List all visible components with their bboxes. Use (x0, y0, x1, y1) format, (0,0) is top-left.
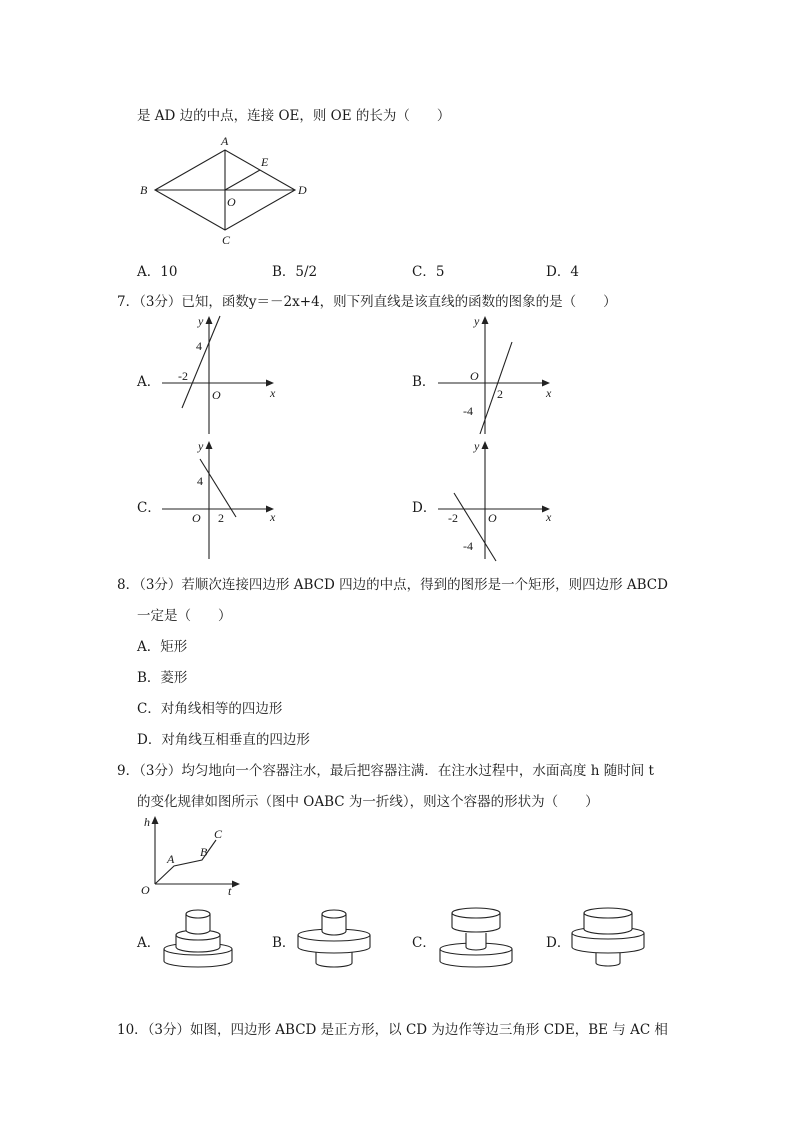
q7a-o: O (212, 388, 221, 402)
q9-c: C (214, 827, 223, 841)
q7d-p1: -2 (448, 511, 458, 525)
q6-option-b[interactable]: B．5/2 (272, 264, 318, 280)
q6-label-a: A (221, 134, 229, 148)
q9-stem-line2: 的变化规律如图所示（图中 OABC 为一折线），则这个容器的形状为（ ） (137, 794, 599, 810)
q6-label-d: D (298, 183, 307, 197)
q7d-o: O (488, 511, 497, 525)
q7c-p1: 4 (197, 474, 203, 488)
q9-t: t (228, 884, 232, 898)
q8-stem-line2: 一定是（ ） (137, 608, 232, 624)
q7c-o: O (192, 511, 201, 525)
q6-label-e: E (261, 155, 269, 169)
q9-option-a-label[interactable]: A． (137, 935, 161, 951)
q6-option-c[interactable]: C．5 (412, 264, 445, 280)
q7b-o: O (470, 369, 479, 383)
q8-option-b[interactable]: B．菱形 (137, 670, 188, 686)
q8-option-d[interactable]: D．对角线互相垂直的四边形 (137, 732, 310, 748)
q7d-x: x (546, 510, 552, 524)
q7b-p1: 2 (497, 387, 503, 401)
q6-label-o: O (227, 195, 236, 209)
q6-label-c: C (222, 233, 231, 247)
q7-option-b-label[interactable]: B． (412, 374, 436, 390)
q9-container-b (294, 905, 374, 971)
q7c-p2: 2 (218, 511, 224, 525)
q7c-y: y (198, 439, 204, 453)
q6-rhombus-figure (135, 132, 315, 250)
q7a-p1: 4 (196, 339, 202, 353)
q9-option-b-label[interactable]: B． (272, 935, 296, 951)
q9-h: h (144, 815, 150, 829)
q9-stem-line1: 9．（3分）均匀地向一个容器注水，最后把容器注满．在注水过程中，水面高度 h 随时间 t (117, 763, 654, 779)
q9-container-a (160, 905, 235, 971)
q7d-y: y (474, 439, 480, 453)
q8-option-c[interactable]: C．对角线相等的四边形 (137, 701, 283, 717)
q9-container-d (568, 905, 648, 971)
q10-stem: 10．（3分）如图，四边形 ABCD 是正方形，以 CD 为边作等边三角形 CDE，BE 与 AC 相 (117, 1022, 668, 1038)
q7b-x: x (546, 386, 552, 400)
q7-graph-a (160, 312, 280, 437)
q7-graph-b (436, 312, 556, 437)
q6-label-b: B (140, 183, 148, 197)
q7-option-c-label[interactable]: C． (137, 500, 161, 516)
q7-option-a-label[interactable]: A． (137, 374, 161, 390)
q7-option-d-label[interactable]: D． (412, 500, 437, 516)
q6-option-a[interactable]: A．10 (137, 264, 178, 280)
q9-b: B (200, 845, 208, 859)
q9-option-c-label[interactable]: C． (412, 935, 436, 951)
q9-h-t-graph (136, 812, 246, 898)
q7a-p2: -2 (178, 369, 188, 383)
q9-option-d-label[interactable]: D． (546, 935, 571, 951)
q7-graph-d (436, 437, 556, 562)
q6-stem-tail: 是 AD 边的中点，连接 OE，则 OE 的长为（ ） (137, 108, 451, 124)
q9-o: O (141, 883, 150, 897)
q7b-y: y (474, 314, 480, 328)
q7-stem: 7．（3分）已知，函数y＝－2x+4，则下列直线是该直线的函数的图象的是（ ） (117, 294, 617, 310)
q7a-x: x (270, 386, 276, 400)
q7-graph-c (160, 437, 280, 562)
q7a-y: y (198, 314, 204, 328)
q9-a: A (167, 852, 175, 866)
q6-option-d[interactable]: D．4 (546, 264, 579, 280)
q9-container-c (436, 905, 516, 971)
q8-stem-line1: 8．（3分）若顺次连接四边形 ABCD 四边的中点，得到的图形是一个矩形，则四边形 ABCD (117, 577, 668, 593)
q8-option-a[interactable]: A．矩形 (137, 639, 188, 655)
q7b-p2: -4 (463, 404, 473, 418)
q7d-p2: -4 (463, 539, 473, 553)
q7c-x: x (270, 510, 276, 524)
